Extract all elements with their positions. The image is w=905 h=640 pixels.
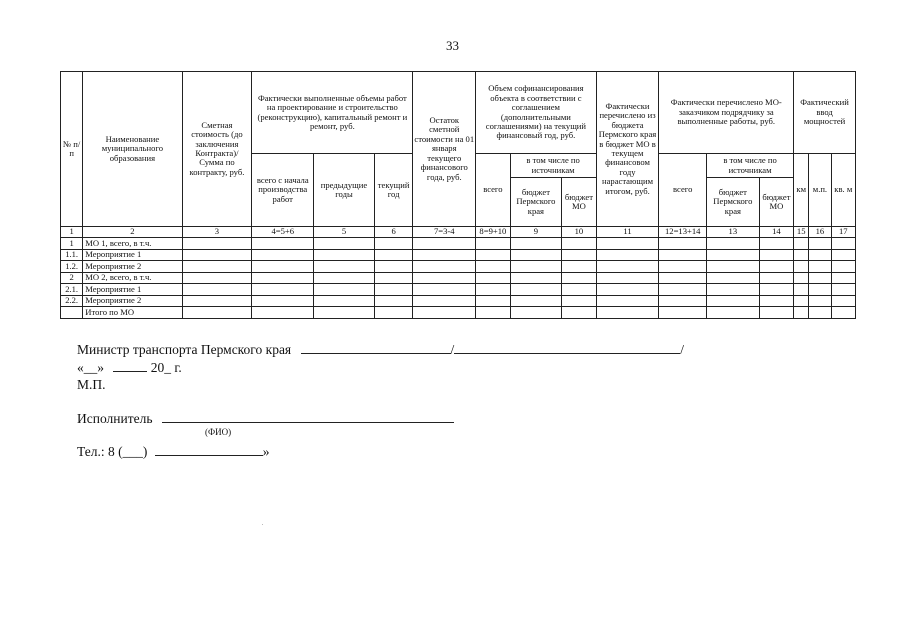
table-cell bbox=[252, 261, 314, 273]
table-cell bbox=[831, 295, 855, 307]
table-cell bbox=[374, 307, 413, 319]
column-number: 16 bbox=[809, 227, 831, 238]
table-cell bbox=[374, 249, 413, 261]
table-cell bbox=[476, 284, 510, 296]
header-cofin-region: бюджет Пермского края bbox=[510, 178, 562, 227]
table-cell bbox=[510, 272, 562, 284]
column-number: 11 bbox=[596, 227, 659, 238]
table-cell bbox=[413, 284, 476, 296]
table-cell bbox=[476, 261, 510, 273]
table-cell bbox=[476, 238, 510, 250]
table-cell bbox=[562, 284, 596, 296]
column-number: 7=3-4 bbox=[413, 227, 476, 238]
table-cell bbox=[182, 284, 252, 296]
table-cell bbox=[809, 307, 831, 319]
table-cell bbox=[596, 272, 659, 284]
table-cell bbox=[562, 249, 596, 261]
table-cell bbox=[659, 261, 707, 273]
row-name: МО 2, всего, в т.ч. bbox=[83, 272, 182, 284]
table-cell bbox=[794, 272, 809, 284]
table-cell bbox=[252, 284, 314, 296]
table-cell bbox=[659, 307, 707, 319]
header-balance: Остаток сметной стоимости на 01 января текущего финансового года, руб. bbox=[413, 72, 476, 227]
row-number: 1.1. bbox=[61, 249, 83, 261]
table-cell bbox=[809, 284, 831, 296]
table-cell bbox=[596, 261, 659, 273]
phone-blank[interactable] bbox=[155, 443, 263, 456]
header-works-prev: предыдущие годы bbox=[314, 154, 375, 227]
table-cell bbox=[182, 307, 252, 319]
column-number: 12=13+14 bbox=[659, 227, 707, 238]
table-cell bbox=[252, 238, 314, 250]
table-cell bbox=[510, 249, 562, 261]
table-cell bbox=[831, 284, 855, 296]
table-cell bbox=[413, 272, 476, 284]
table-cell bbox=[562, 295, 596, 307]
table-cell bbox=[182, 238, 252, 250]
date-year: 20_ г. bbox=[150, 360, 182, 375]
table-cell bbox=[314, 284, 375, 296]
column-number: 3 bbox=[182, 227, 252, 238]
table-cell bbox=[707, 261, 760, 273]
date-day: «__» bbox=[77, 360, 104, 375]
table-cell bbox=[413, 261, 476, 273]
table-cell bbox=[809, 272, 831, 284]
table-cell bbox=[413, 307, 476, 319]
table-cell bbox=[659, 238, 707, 250]
table-cell bbox=[314, 249, 375, 261]
phone-label: Тел.: 8 (___) bbox=[77, 444, 148, 459]
column-number: 4=5+6 bbox=[252, 227, 314, 238]
header-tc-total: всего bbox=[659, 154, 707, 227]
table-cell bbox=[659, 284, 707, 296]
row-number: 2.2. bbox=[61, 295, 83, 307]
table-cell bbox=[759, 295, 793, 307]
header-transferred-contractor: Фактически перечислено МО-заказчиком подрядчику за выполненные работы, руб. bbox=[659, 72, 794, 154]
table-cell bbox=[413, 295, 476, 307]
table-cell bbox=[831, 307, 855, 319]
table-cell bbox=[476, 249, 510, 261]
executor-blank[interactable] bbox=[162, 410, 454, 423]
table-cell bbox=[596, 249, 659, 261]
table-cell bbox=[476, 272, 510, 284]
table-cell bbox=[596, 295, 659, 307]
table-cell bbox=[659, 272, 707, 284]
header-works-current: текущий год bbox=[374, 154, 413, 227]
row-name: Итого по МО bbox=[83, 307, 182, 319]
table-cell bbox=[314, 307, 375, 319]
table-body bbox=[61, 238, 856, 319]
slash: / bbox=[450, 342, 455, 357]
table-cell bbox=[252, 295, 314, 307]
table-row bbox=[61, 249, 856, 261]
header-cap-ml: м.п. bbox=[809, 154, 831, 227]
table-cell bbox=[707, 272, 760, 284]
column-number: 17 bbox=[831, 227, 855, 238]
table-cell bbox=[562, 238, 596, 250]
header-tc-incl: в том числе по источникам bbox=[707, 154, 794, 178]
table-cell bbox=[510, 261, 562, 273]
table-cell bbox=[759, 249, 793, 261]
report-table bbox=[60, 71, 856, 319]
table-cell bbox=[809, 295, 831, 307]
table-cell bbox=[707, 284, 760, 296]
table-cell bbox=[476, 307, 510, 319]
header-cofin-mo: бюджет МО bbox=[562, 178, 596, 227]
table-cell bbox=[707, 249, 760, 261]
table-cell bbox=[252, 307, 314, 319]
header-capacity: Фактический ввод мощностей bbox=[794, 72, 856, 154]
header-works-total: всего с начала производства работ bbox=[252, 154, 314, 227]
header-cofin-total: всего bbox=[476, 154, 510, 227]
table-cell bbox=[182, 295, 252, 307]
table-cell bbox=[794, 261, 809, 273]
table-cell bbox=[596, 238, 659, 250]
table-cell bbox=[809, 261, 831, 273]
header-estimate: Сметная стоимость (до заключения Контракта)/ Сумма по контракту, руб. bbox=[182, 72, 252, 227]
column-number: 8=9+10 bbox=[476, 227, 510, 238]
phone-end: » bbox=[262, 444, 270, 459]
table-cell bbox=[182, 272, 252, 284]
executor-line bbox=[77, 410, 454, 427]
row-number: 2.1. bbox=[61, 284, 83, 296]
table-cell bbox=[596, 284, 659, 296]
table-row bbox=[61, 272, 856, 284]
table-cell bbox=[794, 307, 809, 319]
table-cell bbox=[794, 284, 809, 296]
column-number: 5 bbox=[314, 227, 375, 238]
table-cell bbox=[510, 295, 562, 307]
fio-caption: (ФИО) bbox=[205, 427, 232, 437]
table-cell bbox=[759, 261, 793, 273]
row-name: Мероприятие 2 bbox=[83, 295, 182, 307]
header-works: Фактически выполненные объемы работ на проектирование и строительство (реконструкцию), капитальный ремонт и ремонт, руб. bbox=[252, 72, 413, 154]
month-blank[interactable] bbox=[113, 359, 147, 372]
table-cell bbox=[794, 238, 809, 250]
table-cell bbox=[809, 238, 831, 250]
column-number: 6 bbox=[374, 227, 413, 238]
minister-label: Министр транспорта Пермского края bbox=[77, 342, 292, 357]
table-row bbox=[61, 307, 856, 319]
row-name: Мероприятие 1 bbox=[83, 284, 182, 296]
slash: / bbox=[680, 342, 685, 357]
row-number: 1 bbox=[61, 238, 83, 250]
name-blank[interactable] bbox=[454, 341, 680, 354]
signature-blank[interactable] bbox=[301, 341, 451, 354]
row-number bbox=[61, 307, 83, 319]
table-cell bbox=[759, 272, 793, 284]
header-cap-kvm: кв. м bbox=[831, 154, 855, 227]
table-row bbox=[61, 295, 856, 307]
table-row bbox=[61, 284, 856, 296]
column-numbers-row bbox=[61, 227, 856, 238]
header-cofinancing: Объем софинансирования объекта в соответствии с соглашением (дополнительными соглашениями) на текущий финансовый год, руб. bbox=[476, 72, 596, 154]
header-tc-mo: бюджет МО bbox=[759, 178, 793, 227]
date-line bbox=[77, 359, 182, 376]
table-cell bbox=[759, 284, 793, 296]
header-num: № п/п bbox=[61, 72, 83, 227]
column-number: 1 bbox=[61, 227, 83, 238]
header-cap-km: км bbox=[794, 154, 809, 227]
column-number: 14 bbox=[759, 227, 793, 238]
table-cell bbox=[809, 249, 831, 261]
header-cofin-incl: в том числе по источникам bbox=[510, 154, 596, 178]
table-cell bbox=[707, 307, 760, 319]
table-cell bbox=[510, 238, 562, 250]
phone-line bbox=[77, 443, 269, 460]
table-cell bbox=[659, 295, 707, 307]
table-cell bbox=[182, 261, 252, 273]
column-number: 10 bbox=[562, 227, 596, 238]
table-cell bbox=[562, 307, 596, 319]
table-cell bbox=[759, 238, 793, 250]
row-number: 2 bbox=[61, 272, 83, 284]
column-number: 15 bbox=[794, 227, 809, 238]
scan-speck bbox=[262, 524, 263, 525]
table-cell bbox=[759, 307, 793, 319]
table-cell bbox=[314, 272, 375, 284]
row-name: Мероприятие 2 bbox=[83, 261, 182, 273]
table-cell bbox=[794, 295, 809, 307]
minister-signature-line bbox=[77, 341, 684, 358]
table-cell bbox=[182, 249, 252, 261]
row-name: Мероприятие 1 bbox=[83, 249, 182, 261]
table-cell bbox=[831, 249, 855, 261]
page-number: 33 bbox=[446, 38, 459, 53]
table-cell bbox=[794, 249, 809, 261]
column-number: 9 bbox=[510, 227, 562, 238]
column-number: 13 bbox=[707, 227, 760, 238]
table-cell bbox=[252, 272, 314, 284]
table-cell bbox=[659, 249, 707, 261]
table-cell bbox=[413, 249, 476, 261]
table-cell bbox=[413, 238, 476, 250]
table-cell bbox=[562, 261, 596, 273]
table-cell bbox=[374, 284, 413, 296]
table-cell bbox=[374, 272, 413, 284]
table-cell bbox=[831, 238, 855, 250]
table-row bbox=[61, 261, 856, 273]
table-row bbox=[61, 238, 856, 250]
table-cell bbox=[596, 307, 659, 319]
table-cell bbox=[476, 295, 510, 307]
table-cell bbox=[707, 295, 760, 307]
table-cell bbox=[510, 284, 562, 296]
header-name: Наименование муниципального образования bbox=[83, 72, 182, 227]
stamp-label: М.П. bbox=[77, 377, 106, 392]
table-cell bbox=[314, 238, 375, 250]
table-cell bbox=[374, 238, 413, 250]
header-transferred-budget: Фактически перечислено из бюджета Пермского края в бюджет МО в текущем финансовом году нарастающим итогом, руб. bbox=[596, 72, 659, 227]
table-cell bbox=[510, 307, 562, 319]
table-cell bbox=[562, 272, 596, 284]
row-number: 1.2. bbox=[61, 261, 83, 273]
table-cell bbox=[707, 238, 760, 250]
table-cell bbox=[831, 261, 855, 273]
table-cell bbox=[314, 295, 375, 307]
table-cell bbox=[374, 295, 413, 307]
table-cell bbox=[374, 261, 413, 273]
table-cell bbox=[831, 272, 855, 284]
row-name: МО 1, всего, в т.ч. bbox=[83, 238, 182, 250]
executor-label: Исполнитель bbox=[77, 411, 153, 426]
header-tc-region: бюджет Пермского края bbox=[707, 178, 760, 227]
table-cell bbox=[314, 261, 375, 273]
table-cell bbox=[252, 249, 314, 261]
column-number: 2 bbox=[83, 227, 182, 238]
